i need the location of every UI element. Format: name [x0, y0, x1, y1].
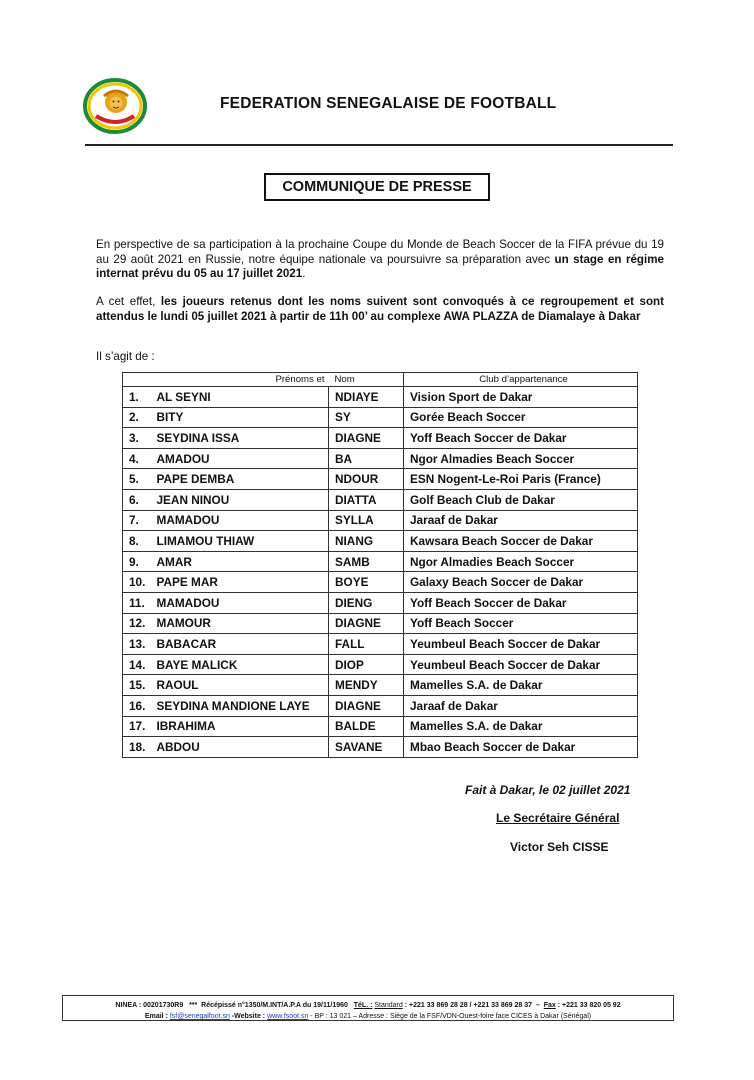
table-row [123, 675, 638, 696]
table-row [123, 695, 638, 716]
footer-website-link[interactable]: www.fsoot.sn [267, 1013, 309, 1020]
table-row [123, 448, 638, 469]
player-number: 7. [123, 510, 151, 531]
fsf-logo [82, 78, 148, 134]
player-club: Ngor Almadies Beach Soccer [404, 448, 638, 469]
table-row [123, 531, 638, 552]
intro-paragraph-text: En perspective de sa participation à la prochaine Coupe du Monde de Beach Soccer de la FIFA prévue du 19 au 29 août 2021 en Russie, notre équipe nationale va poursuivre sa préparation avec [96, 238, 664, 266]
header-last-name: Nom [329, 373, 404, 387]
table-row [123, 428, 638, 449]
player-last-name: DIAGNE [329, 613, 404, 634]
players-table [122, 372, 638, 758]
intro-paragraph-end: . [302, 267, 306, 280]
player-last-name: BOYE [329, 572, 404, 593]
player-number: 10. [123, 572, 151, 593]
player-last-name: DIENG [329, 592, 404, 613]
player-number: 4. [123, 448, 151, 469]
player-club: Jaraaf de Dakar [404, 695, 638, 716]
player-club: Jaraaf de Dakar [404, 510, 638, 531]
player-last-name: FALL [329, 634, 404, 655]
intro-paragraph-bold: un stage en régime internat prévu du 05 au 17 juillet 2021 [96, 252, 664, 280]
player-club: Yoff Beach Soccer de Dakar [404, 592, 638, 613]
player-number: 5. [123, 469, 151, 490]
player-number: 2. [123, 407, 151, 428]
footer-standard-label: Standard [374, 1002, 403, 1009]
footer-dash: – [535, 1002, 540, 1009]
player-last-name: DIAGNE [329, 695, 404, 716]
footer-fax-label: Fax [543, 1002, 556, 1009]
player-last-name: DIOP [329, 654, 404, 675]
header-number [123, 373, 151, 387]
player-first-name: JEAN NINOU [151, 489, 329, 510]
player-number: 12. [123, 613, 151, 634]
footer-line-1 [63, 1001, 673, 1010]
player-club: Yeumbeul Beach Soccer de Dakar [404, 634, 638, 655]
player-number: 15. [123, 675, 151, 696]
player-first-name: IBRAHIMA [151, 716, 329, 737]
convocation-paragraph-text: A cet effet, [96, 295, 161, 308]
table-row [123, 613, 638, 634]
player-club: Mamelles S.A. de Dakar [404, 675, 638, 696]
header-divider [85, 144, 673, 146]
player-first-name: BAYE MALICK [151, 654, 329, 675]
player-number: 18. [123, 737, 151, 758]
player-club: Yoff Beach Soccer de Dakar [404, 428, 638, 449]
player-club: Galaxy Beach Soccer de Dakar [404, 572, 638, 593]
player-last-name: SAMB [329, 551, 404, 572]
convocation-paragraph-bold: les joueurs retenus dont les noms suivent sont convoqués à ce regroupement et sont attendus le lundi 05 juillet 2021 à partir de 11h 00’ au complexe AWA PLAZZA de Diamalaye à Dakar [96, 295, 664, 323]
footer-address: - BP : 13 021 – Adresse : Siège de la FSF/VDN-Ouest-foire face CICES à Dakar (Sénégal) [310, 1013, 592, 1020]
table-row [123, 737, 638, 758]
player-first-name: SEYDINA ISSA [151, 428, 329, 449]
table-row [123, 387, 638, 408]
player-last-name: NDOUR [329, 469, 404, 490]
footer-box [62, 995, 674, 1021]
player-last-name: SYLLA [329, 510, 404, 531]
player-first-name: PAPE DEMBA [151, 469, 329, 490]
player-first-name: BABACAR [151, 634, 329, 655]
player-number: 16. [123, 695, 151, 716]
player-number: 17. [123, 716, 151, 737]
table-row [123, 634, 638, 655]
player-club: Golf Beach Club de Dakar [404, 489, 638, 510]
footer-phones: : +221 33 869 28 28 / +221 33 869 28 37 [404, 1002, 533, 1009]
player-number: 13. [123, 634, 151, 655]
player-number: 9. [123, 551, 151, 572]
press-release-title: COMMUNIQUE DE PRESSE [264, 173, 490, 201]
player-first-name: LIMAMOU THIAW [151, 531, 329, 552]
player-club: Yeumbeul Beach Soccer de Dakar [404, 654, 638, 675]
table-row [123, 489, 638, 510]
player-club: Yoff Beach Soccer [404, 613, 638, 634]
footer-sep: *** [189, 1002, 198, 1009]
footer-fax: : +221 33 820 05 92 [557, 1002, 621, 1009]
player-first-name: AMADOU [151, 448, 329, 469]
player-last-name: NIANG [329, 531, 404, 552]
player-club: Vision Sport de Dakar [404, 387, 638, 408]
player-club: Mamelles S.A. de Dakar [404, 716, 638, 737]
footer-ninea: NINEA : 00201730R9 [115, 1002, 184, 1009]
place-date: Fait à Dakar, le 02 juillet 2021 [465, 783, 631, 797]
player-last-name: BALDE [329, 716, 404, 737]
header-club: Club d’appartenance [404, 373, 638, 387]
footer-tel-label: TéL. : [353, 1002, 373, 1009]
footer-line-2 [63, 1012, 673, 1021]
table-row [123, 572, 638, 593]
player-club: Kawsara Beach Soccer de Dakar [404, 531, 638, 552]
player-first-name: AMAR [151, 551, 329, 572]
header-first-name: Prénoms et [151, 373, 329, 387]
table-row [123, 592, 638, 613]
player-first-name: PAPE MAR [151, 572, 329, 593]
player-first-name: MAMADOU [151, 592, 329, 613]
table-row [123, 469, 638, 490]
convocation-paragraph [96, 295, 664, 324]
player-last-name: SY [329, 407, 404, 428]
player-first-name: BITY [151, 407, 329, 428]
player-last-name: MENDY [329, 675, 404, 696]
player-club: Ngor Almadies Beach Soccer [404, 551, 638, 572]
player-last-name: NDIAYE [329, 387, 404, 408]
player-number: 14. [123, 654, 151, 675]
player-number: 3. [123, 428, 151, 449]
player-first-name: ABDOU [151, 737, 329, 758]
player-number: 8. [123, 531, 151, 552]
signatory-title: Le Secrétaire Général [496, 811, 620, 825]
player-last-name: DIAGNE [329, 428, 404, 449]
player-first-name: MAMADOU [151, 510, 329, 531]
player-number: 1. [123, 387, 151, 408]
player-first-name: SEYDINA MANDIONE LAYE [151, 695, 329, 716]
footer-recepisse: Récépissé n°1350/M.INT/A.P.A du 19/11/1960 [201, 1002, 348, 1009]
table-row [123, 716, 638, 737]
table-row [123, 551, 638, 572]
table-row [123, 510, 638, 531]
table-header-row [123, 373, 638, 387]
player-club: ESN Nogent-Le-Roi Paris (France) [404, 469, 638, 490]
intro-paragraph [96, 238, 664, 282]
list-intro: Il s’agit de : [96, 350, 155, 363]
player-last-name: BA [329, 448, 404, 469]
players-table-body [123, 387, 638, 758]
player-first-name: MAMOUR [151, 613, 329, 634]
footer-email-link[interactable]: fsf@senegalfoot.sn [169, 1013, 230, 1020]
player-first-name: RAOUL [151, 675, 329, 696]
player-club: Mbao Beach Soccer de Dakar [404, 737, 638, 758]
footer-website-label: -Website : [231, 1013, 266, 1020]
table-row [123, 407, 638, 428]
player-first-name: AL SEYNI [151, 387, 329, 408]
player-last-name: DIATTA [329, 489, 404, 510]
footer-email-label: Email : [144, 1013, 168, 1020]
signatory-name: Victor Seh CISSE [510, 840, 609, 854]
table-row [123, 654, 638, 675]
player-number: 11. [123, 592, 151, 613]
lion-crest-icon [82, 78, 148, 134]
org-title: FEDERATION SENEGALAISE DE FOOTBALL [220, 95, 557, 112]
player-club: Gorée Beach Soccer [404, 407, 638, 428]
player-number: 6. [123, 489, 151, 510]
player-last-name: SAVANE [329, 737, 404, 758]
